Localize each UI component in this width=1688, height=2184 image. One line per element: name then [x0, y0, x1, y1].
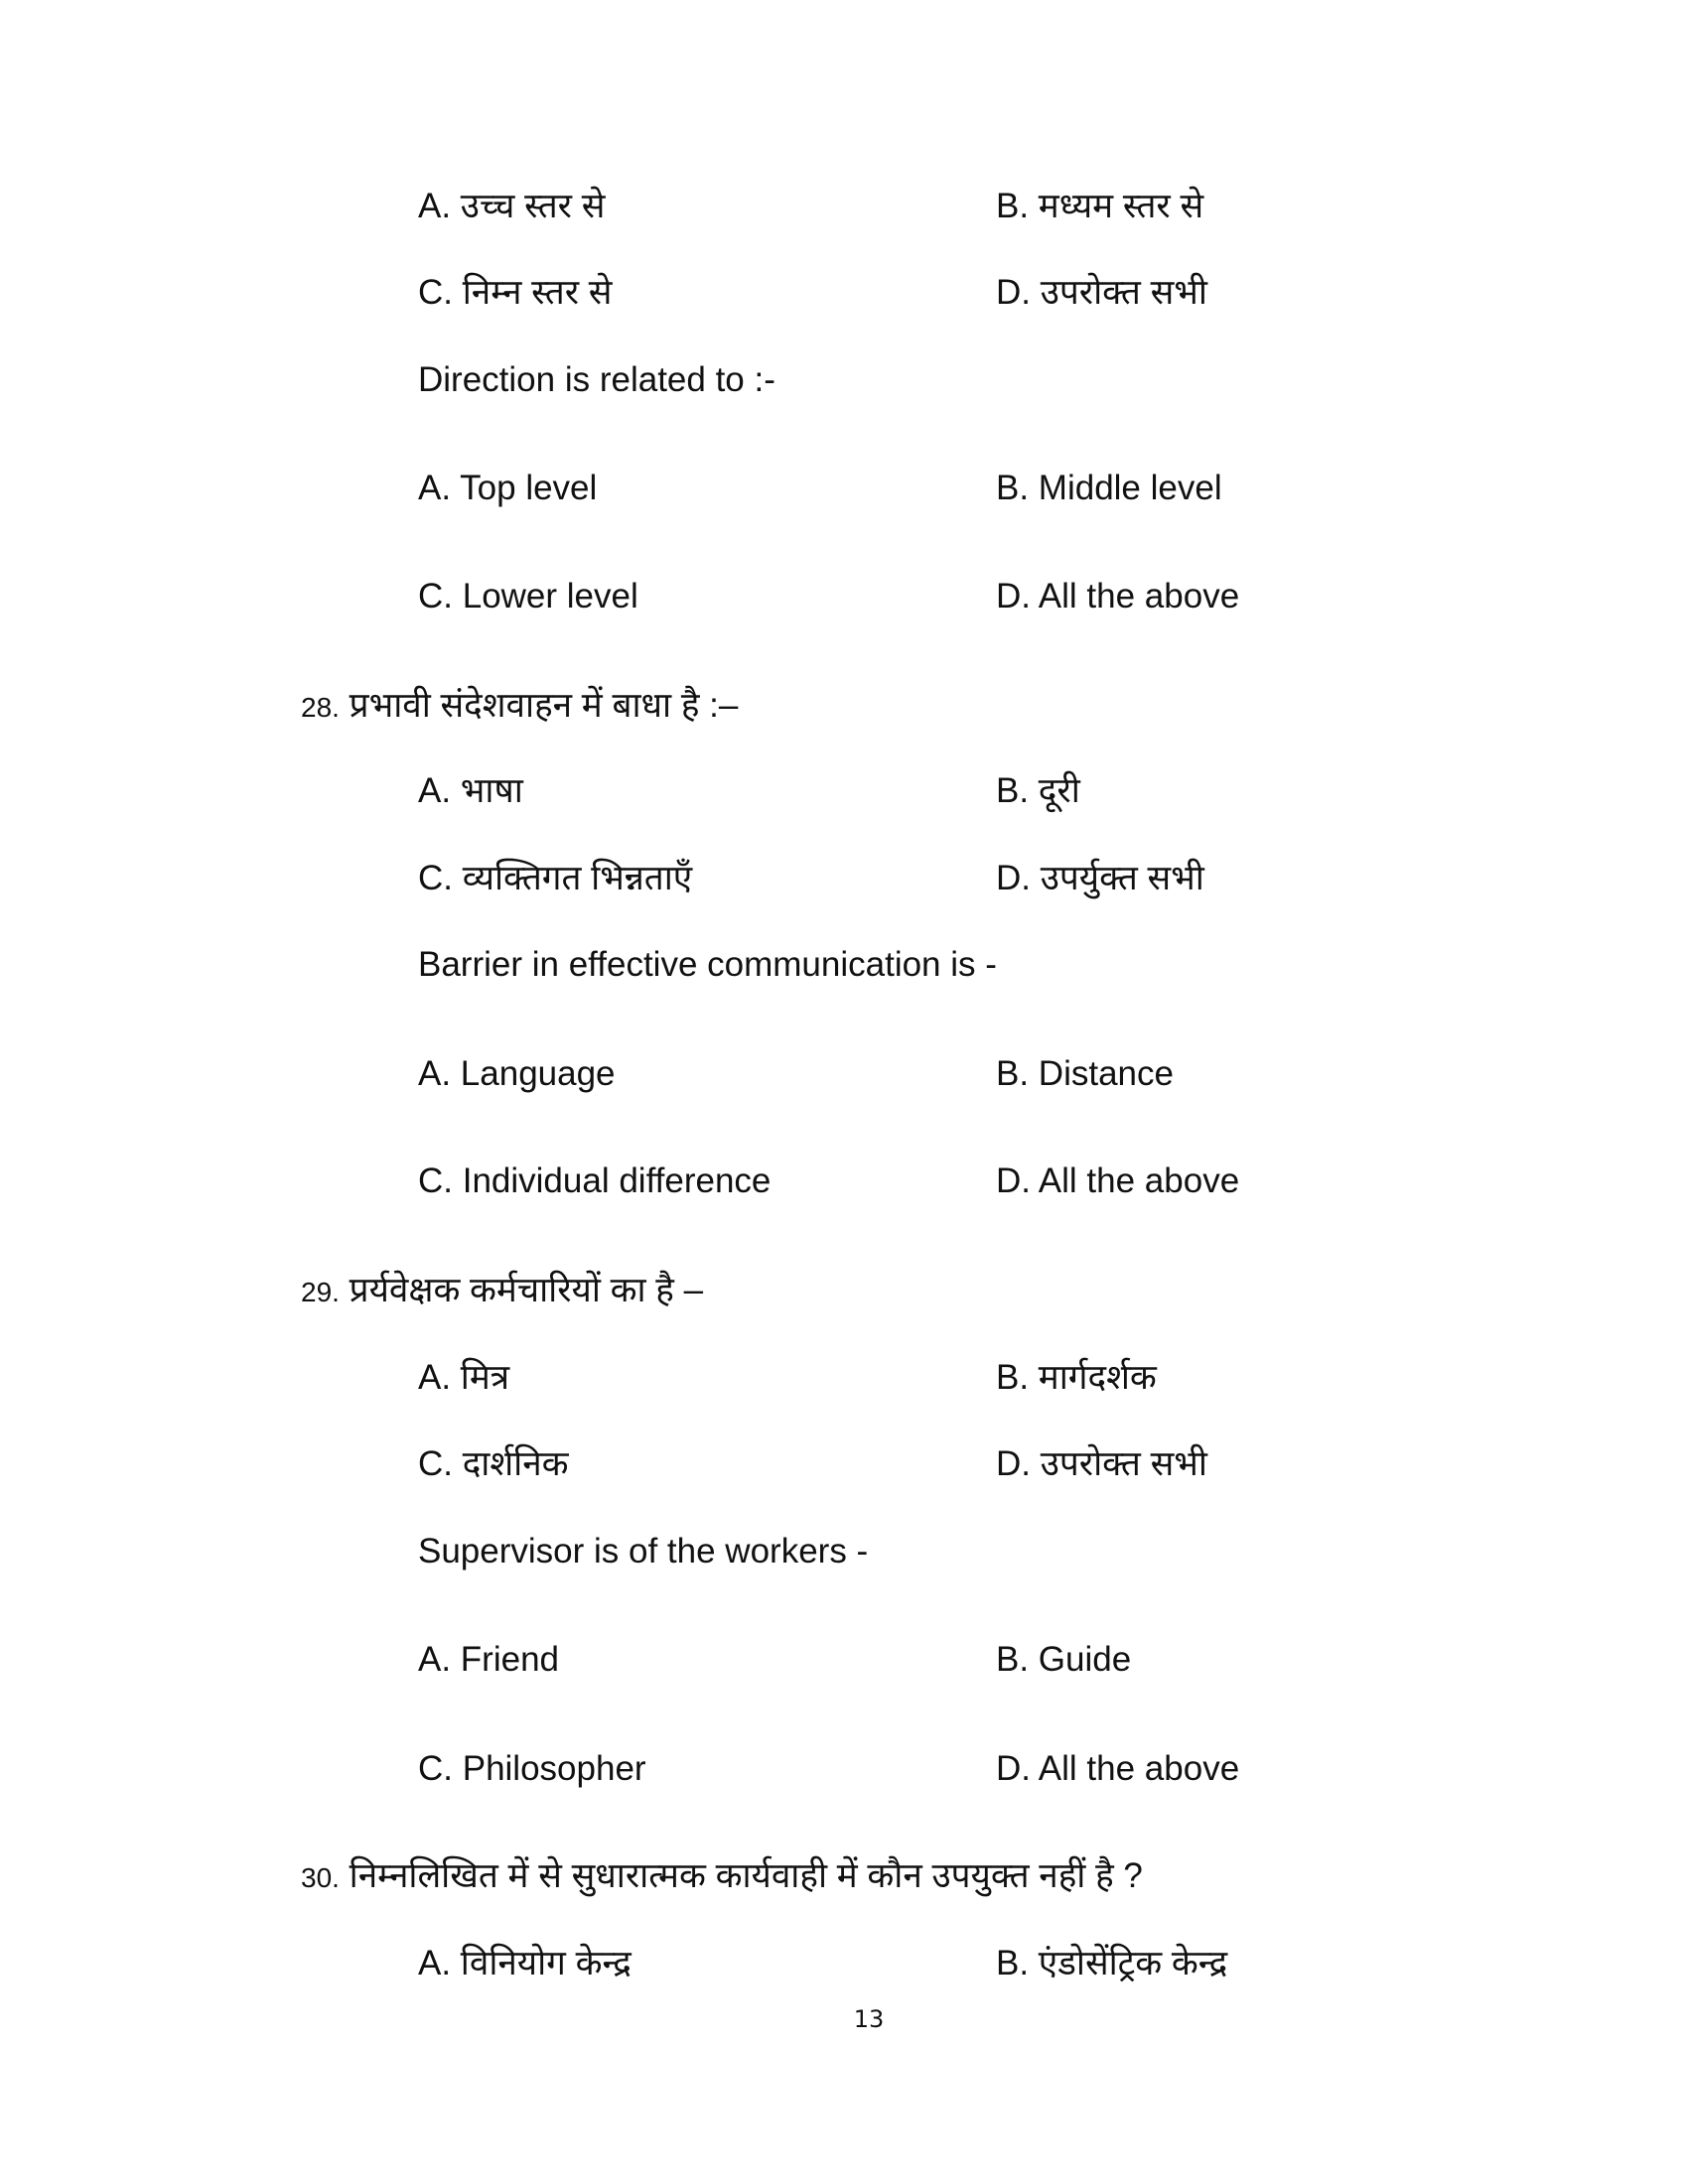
option-b: B. Guide	[996, 1640, 1132, 1679]
option-d: D. उपर्युक्त सभी	[996, 859, 1204, 897]
option-b: B. मार्गदर्शक	[996, 1358, 1157, 1397]
english-question: Barrier in effective communication is -	[418, 945, 997, 984]
option-c: C. दार्शनिक	[418, 1444, 569, 1483]
option-b: B. मध्यम स्तर से	[996, 187, 1204, 225]
option-b: B. दूरी	[996, 771, 1080, 810]
option-b: B. Middle level	[996, 469, 1222, 507]
hindi-question	[301, 684, 738, 730]
option-a: A. विनियोग केन्द्र	[418, 1944, 632, 1982]
question-number: 29.	[301, 1277, 340, 1307]
option-c: C. Philosopher	[418, 1749, 646, 1788]
hindi-question	[301, 1854, 1143, 1900]
option-c: C. व्यक्तिगत भिन्नताएँ	[418, 859, 693, 897]
hindi-question	[301, 1269, 703, 1314]
option-a: A. मित्र	[418, 1358, 510, 1397]
question-text: प्रर्यवेक्षक कर्मचारियों का है –	[349, 1271, 704, 1309]
english-question: Supervisor is of the workers -	[418, 1532, 869, 1570]
question-number: 28.	[301, 692, 340, 723]
option-d: D. उपरोक्त सभी	[996, 273, 1207, 312]
option-c: C. Lower level	[418, 577, 638, 615]
question-text: निम्नलिखित में से सुधारात्मक कार्यवाही में कौन उपयुक्त नहीं है ?	[349, 1856, 1143, 1895]
option-d: D. All the above	[996, 1161, 1240, 1200]
option-b: B. Distance	[996, 1054, 1174, 1093]
option-c: C. Individual difference	[418, 1161, 772, 1200]
option-a: A. भाषा	[418, 771, 523, 810]
option-c: C. निम्न स्तर से	[418, 273, 613, 312]
question-number: 30.	[301, 1862, 340, 1893]
option-a: A. उच्च स्तर से	[418, 187, 606, 225]
option-d: D. उपरोक्त सभी	[996, 1444, 1207, 1483]
question-text: प्रभावी संदेशवाहन में बाधा है :–	[349, 686, 739, 725]
option-d: D. All the above	[996, 1749, 1240, 1788]
option-a: A. Friend	[418, 1640, 559, 1679]
option-a: A. Language	[418, 1054, 616, 1093]
option-a: A. Top level	[418, 469, 598, 507]
english-question: Direction is related to :-	[418, 360, 775, 399]
page-number: 13	[853, 2005, 885, 2033]
option-b: B. एंडोसेंट्रिक केन्द्र	[996, 1944, 1228, 1982]
option-d: D. All the above	[996, 577, 1240, 615]
